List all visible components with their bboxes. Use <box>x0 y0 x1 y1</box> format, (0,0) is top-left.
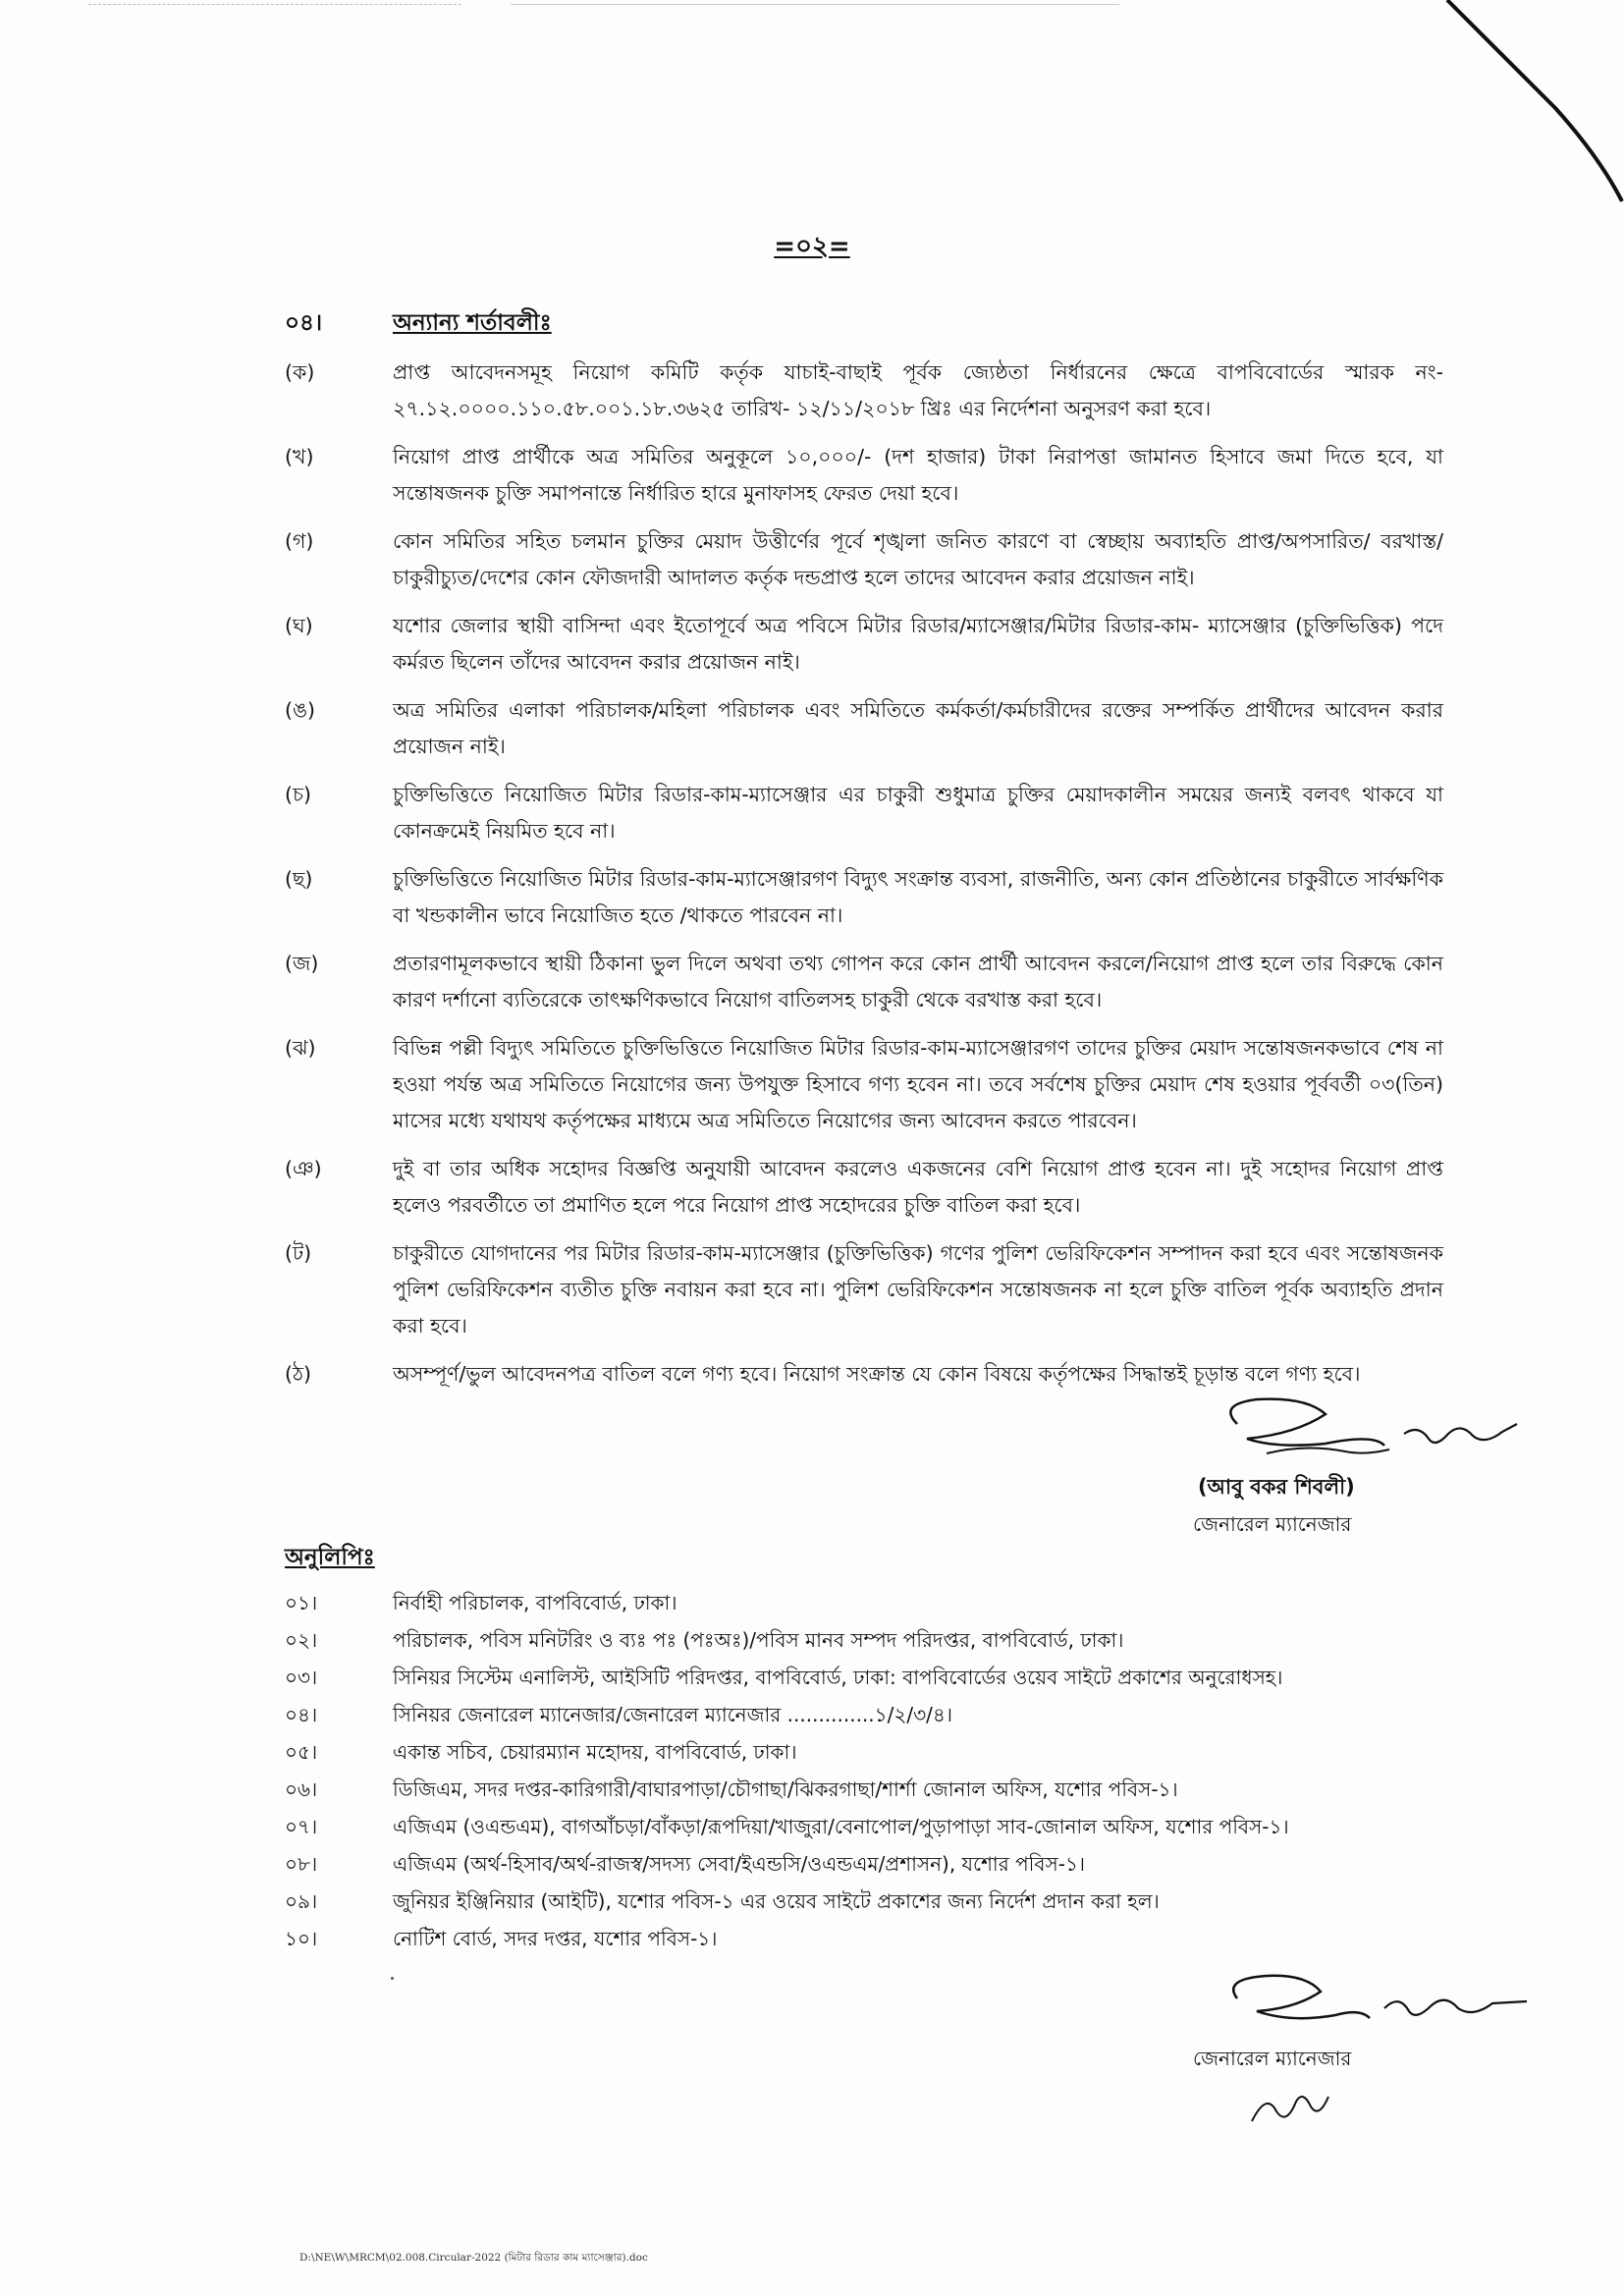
section-number: ০৪। <box>285 310 323 336</box>
copy-item-number: ০৯। <box>285 1889 318 1913</box>
copy-item-text: নোটিশ বোর্ড, সদর দপ্তর, যশোর পবিস-১। <box>393 1927 718 1950</box>
condition-mark: (জ) <box>285 952 319 975</box>
conditions-list <box>285 355 1443 1393</box>
condition-text: কোন সমিতির সহিত চলমান চুক্তির মেয়াদ উত্তীর্ণের পূর্বে শৃঙ্খলা জনিত কারণে বা স্বেচ্ছায় অব্যাহতি প্রাপ্ত/অপসারিত/ বরখাস্ত/চাকুরীচ্যুত/দেশের কোন ফৌজদারী আদালত কর্তৃক দন্ডপ্রাপ্ত হলে তাদের আবেদন করার প্রয়োজন নাই। <box>393 529 1443 589</box>
condition-text: বিভিন্ন পল্লী বিদ্যুৎ সমিতিতে চুক্তিভিত্তিতে নিয়োজিত মিটার রিডার-কাম-ম্যাসেঞ্জারগণ তাদের চুক্তির মেয়াদ সন্তোষজনকভাবে শেষ না হওয়া পর্যন্ত অত্র সমিতিতে নিয়োগের জন্য উপযুক্ত হিসাবে গণ্য হবেন না। তবে সর্বশেষ চুক্তির মেয়াদ শেষ হওয়ার পূর্ববর্তী ০৩(তিন) মাসের মধ্যে যথাযথ কর্তৃপক্ষের মাধ্যমে অত্র সমিতিতে নিয়োগের জন্য আবেদন করতে পারবেন। <box>393 1036 1443 1132</box>
condition-item <box>285 861 1443 934</box>
handwritten-signature <box>1198 1964 1532 2052</box>
copy-list <box>285 1539 1512 1958</box>
copy-item-number: ০৩। <box>285 1666 318 1689</box>
condition-item <box>285 1235 1443 1344</box>
condition-item <box>285 1151 1443 1224</box>
copy-item-number: ০৫। <box>285 1740 318 1764</box>
condition-mark: (খ) <box>285 445 314 468</box>
copy-item-number: ১০। <box>285 1927 318 1950</box>
section-title: অন্যান্য শর্তাবলীঃ <box>393 310 552 336</box>
condition-mark: (ক) <box>285 360 315 384</box>
condition-mark: (গ) <box>285 529 314 553</box>
second-signer-designation: জেনারেল ম্যানেজার <box>1193 2047 1352 2070</box>
file-path-footer: D:\NE\W\MRCM\02.008.Circular-2022 (মিটার রিডার কাম ম্যাসেঞ্জার).doc <box>299 2252 648 2264</box>
condition-item <box>285 692 1443 765</box>
page-number: =০২= <box>774 232 850 261</box>
signer-name: (আবু বকর শিবলী) <box>1198 1475 1355 1499</box>
condition-text: প্রাপ্ত আবেদনসমূহ নিয়োগ কমিটি কর্তৃক যাচাই-বাছাই পূর্বক জ্যেষ্ঠতা নির্ধারনের ক্ষেত্রে বাপবিবোর্ডের স্মারক নং- ২৭.১২.০০০০.১১০.৫৮.০০১.১৮.৩৬২৫ তারিখ- ১২/১১/২০১৮ খ্রিঃ এর নির্দেশনা অনুসরণ করা হবে। <box>393 360 1443 420</box>
copy-item-number: ০৭। <box>285 1815 318 1838</box>
copy-item-text: ডিজিএম, সদর দপ্তর-কারিগারী/বাঘারপাড়া/চৌগাছা/ঝিকরগাছা/শার্শা জোনাল অফিস, যশোর পবিস-১। <box>393 1777 1178 1801</box>
other-conditions-section <box>285 304 1443 1404</box>
copy-list-item <box>285 1772 1512 1807</box>
copy-list-item <box>285 1622 1512 1658</box>
condition-text: চাকুরীতে যোগদানের পর মিটার রিডার-কাম-ম্যাসেঞ্জার (চুক্তিভিত্তিক) গণের পুলিশ ভেরিফিকেশন সম্পাদন করা হবে এবং সন্তোষজনক পুলিশ ভেরিফিকেশন ব্যতীত চুক্তি নবায়ন করা হবে না। পুলিশ ভেরিফিকেশন সন্তোষজনক না হলে চুক্তি বাতিল পূর্বক অব্যাহতি প্রদান করা হবে। <box>393 1241 1443 1338</box>
condition-item <box>285 608 1443 681</box>
copy-item-text: সিনিয়র জেনারেল ম্যানেজার/জেনারেল ম্যানেজার ..............১/২/৩/৪। <box>393 1703 952 1726</box>
copy-item-number: ০২। <box>285 1628 318 1652</box>
condition-item <box>285 523 1443 596</box>
condition-text: যশোর জেলার স্থায়ী বাসিন্দা এবং ইতোপূর্বে অত্র পবিসে মিটার রিডার/ম্যাসেঞ্জার/মিটার রিডার-কাম- ম্যাসেঞ্জার (চুক্তিভিত্তিক) পদে কর্মরত ছিলেন তাঁদের আবেদন করার প্রয়োজন নাই। <box>393 614 1443 674</box>
copy-item-number: ০৬। <box>285 1777 318 1801</box>
condition-item <box>285 439 1443 512</box>
copy-list-item <box>285 1734 1512 1770</box>
condition-item <box>285 777 1443 849</box>
condition-mark: (ঝ) <box>285 1036 316 1060</box>
copy-list-item <box>285 1884 1512 1919</box>
scan-speck <box>391 1977 394 1980</box>
copy-item-number: ০৮। <box>285 1852 318 1876</box>
copy-list-item <box>285 1585 1512 1620</box>
condition-text: চুক্তিভিত্তিতে নিয়োজিত মিটার রিডার-কাম-ম্যাসেঞ্জারগণ বিদ্যুৎ সংক্রান্ত ব্যবসা, রাজনীতি, অন্য কোন প্রতিষ্ঠানের চাকুরীতে সার্বক্ষণিক বা খন্ডকালীন ভাবে নিয়োজিত হতে /থাকতে পারবেন না। <box>393 867 1443 927</box>
condition-text: দুই বা তার অধিক সহোদর বিজ্ঞপ্তি অনুযায়ী আবেদন করলেও একজনের বেশি নিয়োগ প্রাপ্ত হবেন না। দুই সহোদর নিয়োগ প্রাপ্ত হলেও পরবর্তীতে তা প্রমাণিত হলে পরে নিয়োগ প্রাপ্ত সহোদরের চুক্তি বাতিল করা হবে। <box>393 1157 1443 1217</box>
copy-list-item <box>285 1697 1512 1732</box>
condition-item <box>285 1030 1443 1139</box>
condition-mark: (ছ) <box>285 867 313 891</box>
copy-item-text: নির্বাহী পরিচালক, বাপবিবোর্ড, ঢাকা। <box>393 1591 677 1614</box>
copy-item-text: এজিএম (ওএন্ডএম), বাগআঁচড়া/বাঁকড়া/রূপদিয়া/খাজুরা/বেনাপোল/পুড়াপাড়া সাব-জোনাল অফিস, যশোর পবিস-১। <box>393 1815 1289 1838</box>
section-heading <box>285 304 1443 343</box>
condition-mark: (ঞ) <box>285 1157 322 1180</box>
corner-pen-stroke <box>1428 0 1624 216</box>
copy-list-item <box>285 1809 1512 1844</box>
copy-item-text: পরিচালক, পবিস মনিটরিং ও ব্যঃ পঃ (পঃঅঃ)/পবিস মানব সম্পদ পরিদপ্তর, বাপবিবোর্ড, ঢাকা। <box>393 1628 1124 1652</box>
copy-item-text: এজিএম (অর্থ-হিসাব/অর্থ-রাজস্ব/সদস্য সেবা/ইএন্ডসি/ওএন্ডএম/প্রশাসন), যশোর পবিস-১। <box>393 1852 1086 1876</box>
copy-item-text: জুনিয়র ইঞ্জিনিয়ার (আইটি), যশোর পবিস-১ এর ওয়েব সাইটে প্রকাশের জন্য নির্দেশ প্রদান করা হল। <box>393 1889 1160 1913</box>
scan-artifact-line <box>88 4 461 6</box>
copy-list-item <box>285 1921 1512 1956</box>
condition-mark: (চ) <box>285 783 312 806</box>
copy-list-title: অনুলিপিঃ <box>285 1545 375 1570</box>
condition-mark: (ট) <box>285 1241 312 1265</box>
copy-item-number: ০১। <box>285 1591 318 1614</box>
condition-text: প্রতারণামূলকভাবে স্থায়ী ঠিকানা ভুল দিলে অথবা তথ্য গোপন করে কোন প্রার্থী আবেদন করলে/নিয়োগ প্রাপ্ত হলে তার বিরুদ্ধে কোন কারণ দর্শানো ব্যতিরেকে তাৎক্ষণিকভাবে নিয়োগ বাতিলসহ চাকুরী থেকে বরখাস্ত করা হবে। <box>393 952 1443 1011</box>
copy-item-text: সিনিয়র সিস্টেম এনালিস্ট, আইসিটি পরিদপ্তর, বাপবিবোর্ড, ঢাকা: বাপবিবোর্ডের ওয়েব সাইটে প্রকাশের অনুরোধসহ। <box>393 1666 1283 1689</box>
condition-mark: (ঠ) <box>285 1362 311 1386</box>
condition-mark: (ঙ) <box>285 698 316 722</box>
copy-list-item <box>285 1660 1512 1695</box>
condition-text: নিয়োগ প্রাপ্ত প্রার্থীকে অত্র সমিতির অনুকূলে ১০,০০০/- (দশ হাজার) টাকা নিরাপত্তা জামানত হিসাবে জমা দিতে হবে, যা সন্তোষজনক চুক্তি সমাপনান্তে নির্ধারিত হারে মুনাফাসহ ফেরত দেয়া হবে। <box>393 445 1443 505</box>
signer-designation: জেনারেল ম্যানেজার <box>1193 1512 1352 1536</box>
condition-text: চুক্তিভিত্তিতে নিয়োজিত মিটার রিডার-কাম-ম্যাসেঞ্জার এর চাকুরী শুধুমাত্র চুক্তির মেয়াদকালীন সময়ের জন্যই বলবৎ থাকবে যা কোনক্রমেই নিয়মিত হবে না। <box>393 783 1443 843</box>
copy-item-number: ০৪। <box>285 1703 318 1726</box>
condition-text: অত্র সমিতির এলাকা পরিচালক/মহিলা পরিচালক এবং সমিতিতে কর্মকর্তা/কর্মচারীদের রক্তের সম্পর্কিত প্রার্থীদের আবেদন করার প্রয়োজন নাই। <box>393 698 1443 758</box>
handwritten-initial <box>1242 2082 1330 2131</box>
copy-item-text: একান্ত সচিব, চেয়ারম্যান মহোদয়, বাপবিবোর্ড, ঢাকা। <box>393 1740 797 1764</box>
condition-text: অসম্পূর্ণ/ভুল আবেদনপত্র বাতিল বলে গণ্য হবে। নিয়োগ সংক্রান্ত যে কোন বিষয়ে কর্তৃপক্ষের সিদ্ধান্তই চূড়ান্ত বলে গণ্য হবে। <box>393 1362 1361 1386</box>
condition-mark: (ঘ) <box>285 614 313 637</box>
condition-item <box>285 946 1443 1018</box>
scan-artifact-line <box>511 4 1119 6</box>
condition-item <box>285 355 1443 427</box>
copy-list-item <box>285 1846 1512 1882</box>
